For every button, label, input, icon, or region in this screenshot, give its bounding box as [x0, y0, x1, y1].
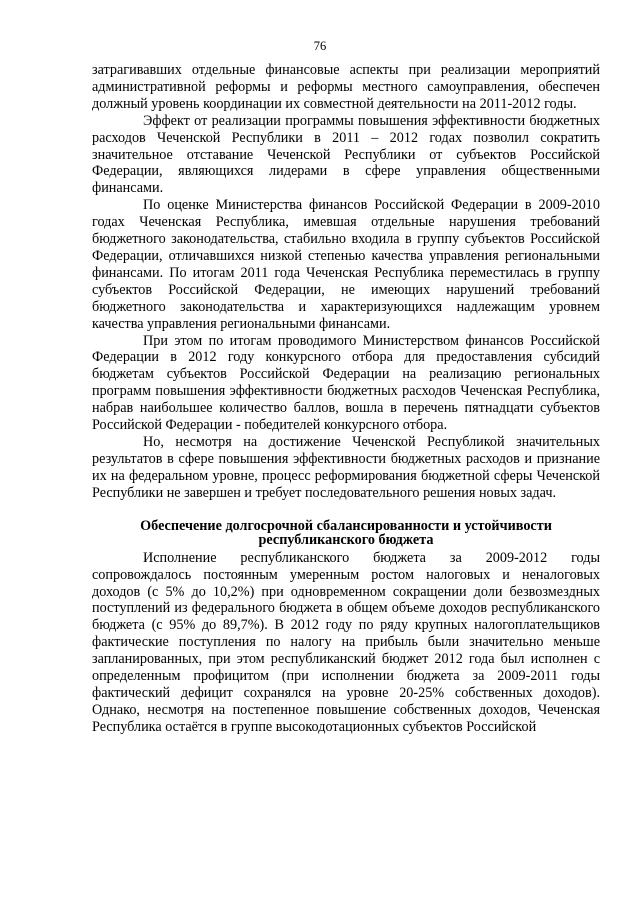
paragraph-reform-incomplete: Но, несмотря на достижение Чеченской Республикой значительных результатов в сфере повышения эффективности бюджетных расходов и признание их на федеральном уровне, процесс реформирования бюджетной сферы Чеченской Республики не завершен и требует последовательного решения новых задач.	[92, 433, 600, 501]
document-body	[92, 62, 600, 736]
paragraph-budget-execution: Исполнение республиканского бюджета за 2009-2012 годы сопровождалось постоянным умеренным ростом налоговых и неналоговых доходов (с 5% до 10,2%) при одновременном сокращении доли безвозмездных поступлений из федерального бюджета в общем объеме доходов республиканского бюджета (с 95% до 89,7%). В 2012 году по ряду крупных налогоплательщиков фактические поступления по налогу на прибыль были значительно меньше запланированных, при этом республиканский бюджет 2012 года был исполнен с определенным профицитом (при исполнении бюджета за 2009-2011 годы фактический дефицит сохранялся на уровне 20-25% собственных доходов). Однако, несмотря на постепенное повышение собственных доходов, Чеченская Республика остаётся в группе высокодотационных субъектов Российской	[92, 549, 600, 735]
paragraph-program-effect: Эффект от реализации программы повышения эффективности бюджетных расходов Чеченской Республики в 2011 – 2012 годах позволил сократить значительное отставание Чеченской Республики от субъектов Российской Федерации, являющихся лидерами в сфере управления общественными финансами.	[92, 112, 600, 197]
paragraph-competition-results: При этом по итогам проводимого Министерством финансов Российской Федерации в 2012 году конкурсного отбора для предоставления субсидий бюджетам субъектов Российской Федерации на реализацию региональных программ повышения эффективности бюджетных расходов Чеченская Республика, набрав наибольшее количество баллов, вошла в перечень пятнадцати субъектов Российской Федерации - победителей конкурсного отбора.	[92, 332, 600, 434]
section-heading	[92, 519, 600, 548]
section-heading-line-1: Обеспечение долгосрочной сбалансированности и устойчивости	[140, 517, 552, 534]
section-heading-line-2: республиканского бюджета	[258, 532, 434, 549]
paragraph-continued: затрагивавших отдельные финансовые аспекты при реализации мероприятий административной реформы и реформы местного самоуправления, обеспечен должный уровень координации их совместной деятельности на 2011-2012 годы.	[92, 62, 600, 112]
page-number: 76	[313, 39, 327, 53]
paragraph-ministry-assessment: По оценке Министерства финансов Российской Федерации в 2009-2010 годах Чеченская Республика, имевшая отдельные нарушения требований бюджетного законодательства, стабильно входила в группу субъектов Российской Федерации, отличавшихся низкой степенью качества управления региональными финансами. По итогам 2011 года Чеченская Республика переместилась в группу субъектов Российской Федерации, не имеющих нарушений требований бюджетного законодательства и характеризующихся надлежащим уровнем качества управления региональными финансами.	[92, 197, 600, 332]
